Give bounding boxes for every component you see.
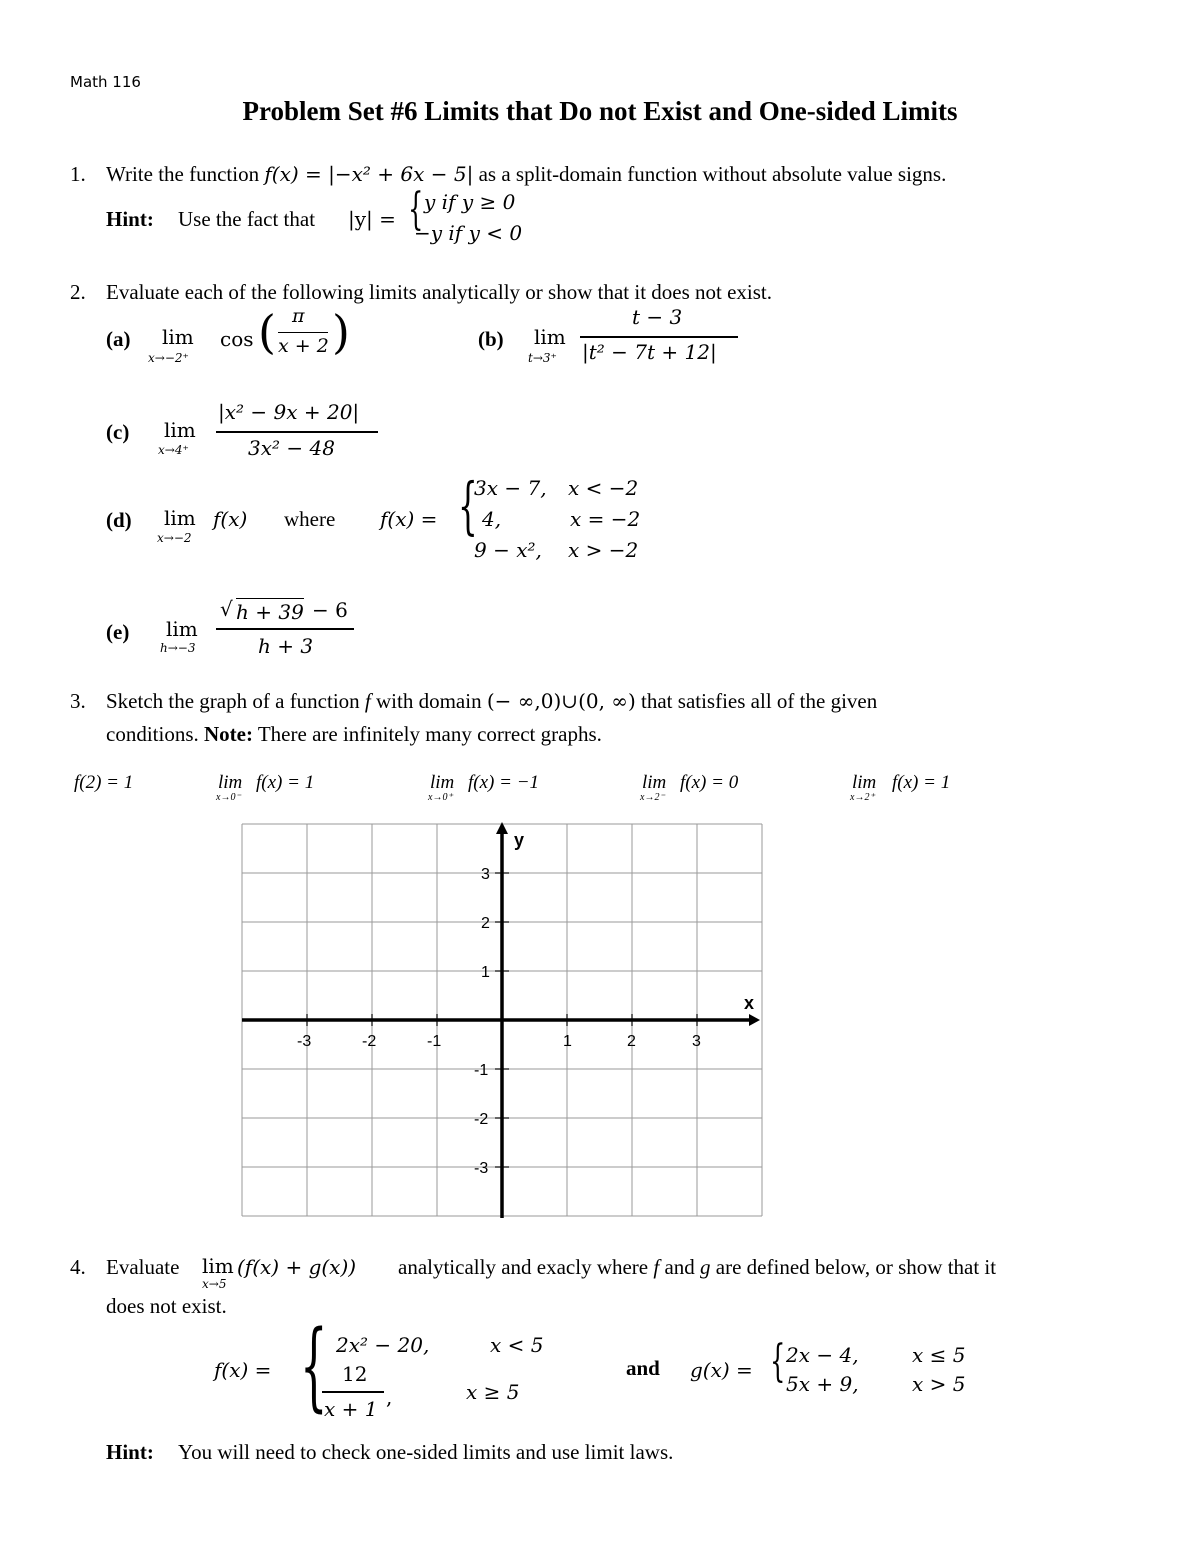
part-a-num: π	[292, 305, 305, 327]
part-d-case-3-cond: x > −2	[568, 538, 639, 562]
y-tick-label: -3	[474, 1160, 489, 1177]
problem-3-note	[106, 722, 602, 747]
f-case-2-bar	[322, 1391, 384, 1393]
g-definition: g(x) =	[690, 1358, 753, 1382]
problem-1-statement	[106, 162, 946, 187]
condition-3-expr: f(x) = −1	[468, 772, 540, 793]
y-tick-label: 2	[481, 915, 490, 932]
problem-4-hint-label: Hint:	[106, 1440, 154, 1464]
part-a-lim: lim	[162, 325, 194, 349]
part-b-label: (b)	[478, 327, 504, 351]
part-d-lim-sub: x→−2	[157, 531, 192, 545]
part-b-lim: lim	[534, 325, 566, 349]
y-tick-label: 3	[481, 866, 490, 883]
problem-3-text-d: conditions.	[106, 722, 204, 746]
g-case-1-cond: x ≤ 5	[912, 1343, 966, 1367]
problem-2-number: 2.	[70, 280, 86, 304]
part-a-paren-left: (	[258, 305, 276, 359]
g-case-2-cond: x > 5	[912, 1372, 966, 1396]
x-tick-label: 2	[627, 1033, 636, 1050]
part-d-lim: lim	[164, 506, 196, 530]
problem-3-text-c: that satisfies all of the given	[635, 689, 878, 713]
page-title: Problem Set #6 Limits that Do not Exist and One-sided Limits	[242, 96, 958, 126]
problem-1-function: f(x) = |−x² + 6x − 5|	[264, 162, 474, 186]
part-d-expr: f(x)	[213, 507, 248, 531]
condition-2-sub: x→0⁻	[216, 792, 241, 803]
part-d-case-3-expr: 9 − x²,	[474, 538, 542, 562]
course-label: Math 116	[70, 73, 141, 91]
part-d-label: (d)	[106, 508, 132, 532]
problem-4-and1: and	[659, 1255, 701, 1279]
part-c-lim: lim	[164, 418, 196, 442]
part-e-radicand: h + 39	[236, 600, 304, 624]
part-e-radical-sign: √	[220, 597, 233, 621]
part-d-brace: {	[458, 469, 478, 542]
f-brace: {	[300, 1310, 328, 1422]
condition-4-lim: lim	[642, 772, 667, 793]
condition-5-sub: x→2⁺	[850, 792, 875, 803]
problem-3-note-label: Note:	[204, 722, 253, 746]
problem-3-number: 3.	[70, 689, 86, 713]
problem-3-text-b: with domain	[370, 689, 487, 713]
part-a-paren-right: )	[332, 305, 350, 359]
part-b-fraction-bar	[580, 336, 738, 338]
part-e-fraction-bar	[216, 628, 354, 630]
f-case-2-den: x + 1	[324, 1397, 378, 1421]
problem-4-text-b	[398, 1255, 996, 1280]
problem-4-text-b-span: analytically and exacly where	[398, 1255, 654, 1279]
f-case-2-comma: ,	[386, 1385, 393, 1409]
part-e-lim: lim	[166, 617, 198, 641]
part-b-den: |t² − 7t + 12|	[582, 340, 717, 364]
problem-1-number: 1.	[70, 162, 86, 186]
part-a-label: (a)	[106, 327, 131, 351]
abs-y-definition: |y| =	[348, 207, 396, 231]
part-d-case-1-cond: x < −2	[568, 476, 639, 500]
condition-1: f(2) = 1	[74, 772, 134, 793]
condition-5-lim: lim	[852, 772, 877, 793]
part-c-label: (c)	[106, 420, 130, 444]
problem-4-g: g	[700, 1255, 711, 1279]
problem-2-statement: Evaluate each of the following limits analytically or show that it does not exist.	[106, 280, 773, 304]
part-e-lim-sub: h→−3	[160, 641, 196, 655]
part-c-fraction-bar	[216, 431, 378, 433]
part-b-lim-sub: t→3⁺	[528, 351, 557, 365]
part-e-label: (e)	[106, 620, 130, 644]
part-d-where: where	[284, 507, 336, 531]
abs-case-2: −y if y < 0	[414, 221, 523, 245]
x-tick-label: 1	[563, 1033, 572, 1050]
part-c-num: |x² − 9x + 20|	[218, 400, 360, 424]
x-tick-label: -3	[297, 1033, 312, 1050]
problem-4-number: 4.	[70, 1255, 86, 1279]
problem-4-lim: lim	[202, 1254, 234, 1278]
problem-3-text-a: Sketch the graph of a function	[106, 689, 365, 713]
part-c-lim-sub: x→4⁺	[158, 443, 189, 457]
problem-4-hint-text: You will need to check one-sided limits and use limit laws.	[178, 1440, 674, 1464]
problem-4-text-d: does not exist.	[106, 1294, 227, 1318]
condition-2-lim: lim	[218, 772, 243, 793]
problem-4-text-c: are defined below, or show that it	[710, 1255, 997, 1279]
f-case-1-expr: 2x² − 20,	[336, 1333, 430, 1357]
problem-3-domain: (− ∞,0)∪(0, ∞)	[486, 689, 636, 713]
condition-5-expr-0: f(x) = 0	[680, 772, 739, 793]
piecewise-brace: {	[408, 184, 424, 235]
problem-1-text-end: as a split-domain function without absolute value signs.	[473, 162, 947, 186]
problem-3-statement	[106, 689, 877, 714]
f-case-2-num: 12	[342, 1362, 368, 1386]
x-tick-label: -1	[427, 1033, 442, 1050]
x-tick-label: 3	[692, 1033, 701, 1050]
part-a-fraction-bar	[278, 332, 328, 333]
x-axis-label: x	[744, 993, 755, 1013]
problem-4-lim-sub: x→5	[202, 1277, 227, 1291]
problem-1-hint-label: Hint:	[106, 207, 154, 231]
y-tick-label: -2	[474, 1111, 489, 1128]
g-case-2-expr: 5x + 9,	[786, 1372, 859, 1396]
problem-4-expr: (f(x) + g(x))	[237, 1255, 357, 1279]
y-tick-label: -1	[474, 1062, 489, 1079]
f-definition: f(x) =	[214, 1358, 272, 1382]
g-case-1-expr: 2x − 4,	[786, 1343, 859, 1367]
problem-1-hint-text: Use the fact that	[178, 207, 316, 231]
problem-1-text: Write the function	[106, 162, 265, 186]
part-b-num: t − 3	[632, 305, 683, 329]
part-e-num-rest: − 6	[312, 598, 348, 622]
part-a-cos: cos	[220, 327, 254, 351]
condition-3-lim: lim	[430, 772, 455, 793]
problem-4-text-a: Evaluate	[106, 1255, 180, 1279]
part-a-lim-sub: x→−2⁺	[148, 351, 189, 365]
part-d-case-1-expr: 3x − 7,	[474, 476, 547, 500]
condition-4-sub: x→2⁻	[640, 792, 665, 803]
part-d-fdef: f(x) =	[380, 507, 438, 531]
abs-case-1: y if y ≥ 0	[424, 190, 516, 214]
condition-2-expr: f(x) = 1	[256, 772, 315, 793]
problem-3-note-text: There are infinitely many correct graphs.	[252, 722, 602, 746]
part-a-den: x + 2	[278, 335, 329, 357]
f-case-1-cond: x < 5	[490, 1333, 544, 1357]
condition-5-expr: f(x) = 1	[892, 772, 951, 793]
graph-grid[interactable]	[236, 816, 770, 1226]
part-d-case-2-cond: x = −2	[570, 507, 641, 531]
problem-4-f: f	[653, 1255, 660, 1279]
y-tick-label: 1	[481, 964, 490, 981]
problem-3-fname: f	[364, 689, 371, 713]
x-tick-label: -2	[362, 1033, 377, 1050]
part-d-case-2-expr: 4,	[482, 507, 502, 531]
y-axis-label: y	[514, 830, 525, 850]
x-axis-arrow	[749, 1014, 760, 1026]
g-brace: {	[770, 1336, 786, 1387]
part-e-den: h + 3	[258, 634, 314, 658]
condition-3-sub: x→0⁺	[428, 792, 453, 803]
and-label: and	[626, 1356, 660, 1380]
x-tick-labels	[297, 1033, 701, 1050]
f-case-2-cond: x ≥ 5	[466, 1380, 520, 1404]
part-c-den: 3x² − 48	[248, 436, 335, 460]
